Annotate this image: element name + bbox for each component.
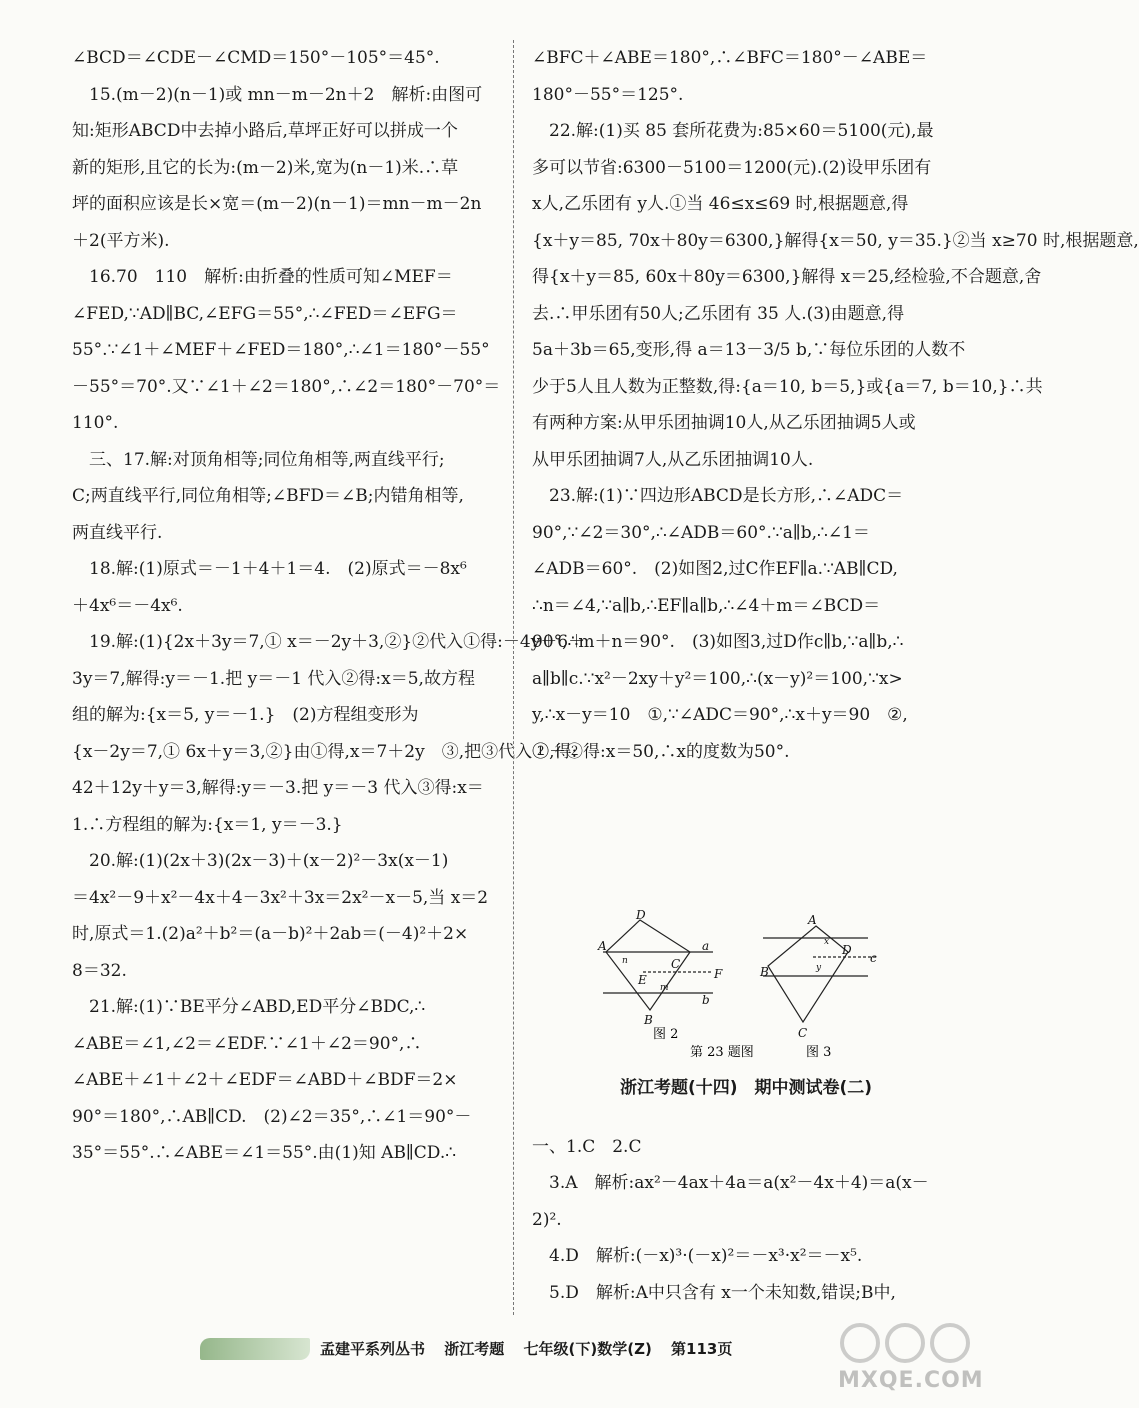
- text-line: 多可以节省:6300－5100＝1200(元).(2)设甲乐团有: [532, 157, 932, 178]
- label: A: [808, 913, 817, 927]
- text-line: 8＝32.: [72, 960, 127, 981]
- right-column: [532, 40, 1139, 1311]
- text-line: 3y＝7,解得:y＝－1.把 y＝－1 代入②得:x＝5,故方程: [72, 668, 475, 689]
- label: c: [870, 951, 877, 965]
- figure-3-caption: 图 3: [806, 1045, 832, 1060]
- text-line: 18.解:(1)原式＝－1＋4＋1＝4. (2)原式＝－8x⁶: [72, 559, 467, 579]
- text-line: 35°＝55°.∴∠ABE＝∠1＝55°.由(1)知 AB∥CD.∴: [72, 1143, 457, 1163]
- watermark: [830, 1318, 984, 1398]
- text-line: ∠BFC＋∠ABE＝180°,∴∠BFC＝180°－∠ABE＝: [532, 48, 928, 68]
- figure-2: [603, 920, 713, 1010]
- label: B: [644, 1013, 653, 1027]
- text-line: 16.70 110 解析:由折叠的性质可知∠MEF＝: [72, 267, 453, 287]
- label: m: [660, 983, 669, 993]
- text-line: a∥b∥c.∵x²－2xy＋y²＝100,∴(x－y)²＝100,∵x>: [532, 668, 903, 689]
- text-line: 得{x＋y＝85, 60x＋80y＝6300,}解得 x＝25,经检验,不合题意,舍: [532, 267, 1042, 287]
- label: x: [824, 937, 830, 947]
- text-line: y,∴x－y＝10 ①,∵∠ADC＝90°,∴x＋y＝90 ②,: [532, 705, 908, 725]
- page-number: 第113页: [671, 1340, 733, 1358]
- label: b: [702, 993, 710, 1007]
- text-line: 180°－55°＝125°.: [532, 84, 684, 105]
- text-line: ∠BCD＝∠CDE－∠CMD＝150°－105°＝45°.: [72, 48, 440, 68]
- text-line: 42＋12y＋y＝3,解得:y＝－3.把 y＝－3 代入③得:x＝: [72, 778, 484, 798]
- text-line: 3.A 解析:ax²－4ax＋4a＝a(x²－4x＋4)＝a(x－: [532, 1173, 929, 1193]
- text-line: 90°,∵∠2＝30°,∴∠ADB＝60°.∵a∥b,∴∠1＝: [532, 522, 870, 543]
- rectangle-abcd3: [768, 926, 848, 1022]
- watermark-logo-icon: [830, 1318, 980, 1368]
- figure-3: [763, 926, 878, 1022]
- text-line: －55°＝70°.又∵∠1＋∠2＝180°,∴∠2＝180°－70°＝: [72, 376, 501, 397]
- label: C: [671, 957, 681, 971]
- leaf-decoration-icon: [200, 1338, 310, 1360]
- text-line: 新的矩形,且它的长为:(m－2)米,宽为(n－1)米.∴草: [72, 157, 459, 178]
- text-line: 从甲乐团抽调7人,从乙乐团抽调10人.: [532, 449, 814, 470]
- text-line: ①＋②得:x＝50,∴x的度数为50°.: [532, 741, 790, 762]
- label: D: [636, 908, 646, 922]
- text-line: 一、1.C 2.C: [532, 1136, 642, 1157]
- series-name: 孟建平系列丛书: [320, 1340, 426, 1358]
- text-line: 110°.: [72, 413, 119, 433]
- text-line: ＝4x²－9＋x²－4x＋4－3x²＋3x＝2x²－x－5,当 x＝2: [72, 887, 489, 908]
- text-line: 时,原式＝1.(2)a²＋b²＝(a－b)²＋2ab＝(－4)²＋2×: [72, 924, 469, 944]
- text-line: 知:矩形ABCD中去掉小路后,草坪正好可以拼成一个: [72, 121, 458, 141]
- text-line: 90°＝180°,∴AB∥CD. (2)∠2＝35°,∴∠1＝90°－: [72, 1106, 472, 1127]
- text-line: 三、17.解:对顶角相等;同位角相等,两直线平行;: [72, 449, 445, 470]
- label: A: [598, 939, 607, 953]
- label: B: [760, 965, 769, 979]
- text-line: 组的解为:{x＝5, y＝－1.} (2)方程组变形为: [72, 705, 419, 725]
- text-line: 少于5人且人数为正整数,得:{a＝10, b＝5,}或{a＝7, b＝10,}∴共: [532, 376, 1043, 397]
- section-spacer: [532, 1107, 960, 1129]
- column-divider: [513, 40, 514, 1315]
- label: F: [714, 967, 723, 981]
- label: C: [798, 1026, 808, 1040]
- label: D: [842, 943, 852, 957]
- left-column: [72, 40, 586, 1172]
- q23-figure: [598, 910, 883, 1060]
- label: E: [638, 973, 647, 987]
- text-line: ∠ABE＝∠1,∠2＝∠EDF.∵∠1＋∠2＝90°,∴: [72, 1033, 422, 1054]
- text-line: 21.解:(1)∵BE平分∠ABD,ED平分∠BDC,∴: [72, 997, 426, 1017]
- text-line: ∠FED,∵AD∥BC,∠EFG＝55°,∴∠FED＝∠EFG＝: [72, 303, 458, 324]
- text-line: 20.解:(1)(2x＋3)(2x－3)＋(x－2)²－3x(x－1): [72, 851, 449, 871]
- text-line: ＋2(平方米).: [72, 230, 170, 251]
- text-line: 55°.∵∠1＋∠MEF＋∠FED＝180°,∴∠1＝180°－55°: [72, 340, 490, 360]
- text-line: ∠ADB＝60°. (2)如图2,过C作EF∥a.∵AB∥CD,: [532, 559, 898, 579]
- label: n: [622, 956, 628, 966]
- text-line: 坪的面积应该是长×宽＝(m－2)(n－1)＝mn－m－2n: [72, 194, 482, 214]
- text-line: {x－2y＝7,① 6x＋y＝3,②}由①得,x＝7＋2y ③,把③代入②,得:: [72, 741, 578, 762]
- text-line: ＋4x⁶＝－4x⁶.: [72, 595, 183, 616]
- text-line: 4.D 解析:(－x)³·(－x)²＝－x³·x²＝－x⁵.: [532, 1246, 863, 1266]
- text-line: 5a＋3b＝65,变形,得 a＝13－3/5 b,∵每位乐团的人数不: [532, 340, 966, 360]
- figure-2-caption: 图 2: [653, 1027, 679, 1042]
- text-line: 两直线平行.: [72, 522, 163, 543]
- text-line: 去.∴甲乐团有50人;乙乐团有 35 人.(3)由题意,得: [532, 303, 905, 324]
- text-line: 22.解:(1)买 85 套所花费为:85×60＝5100(元),最: [532, 121, 934, 141]
- text-line: 90°,∴m＋n＝90°. (3)如图3,过D作c∥b,∵a∥b,∴: [532, 632, 904, 652]
- book-name: 浙江考题: [444, 1340, 505, 1358]
- text-line: ∠ABE＋∠1＋∠2＋∠EDF＝∠ABD＋∠BDF＝2×: [72, 1070, 458, 1090]
- text-line: ∴n＝∠4,∵a∥b,∴EF∥a∥b,∴∠4＋m＝∠BCD＝: [532, 595, 881, 616]
- text-line: {x＋y＝85, 70x＋80y＝6300,}解得{x＝50, y＝35.}②当 x≥70 时,根据题意,: [532, 230, 1139, 251]
- text-line: 5.D 解析:A中只含有 x一个未知数,错误;B中,: [532, 1282, 896, 1303]
- text-line: 1.∴方程组的解为:{x＝1, y＝－3.}: [72, 814, 343, 835]
- text-line: 23.解:(1)∵四边形ABCD是长方形,∴∠ADC＝: [532, 486, 904, 506]
- text-line: 19.解:(1){2x＋3y＝7,① x＝－2y＋3,②}②代入①得:－4y＋6＋: [72, 632, 586, 652]
- text-line: 有两种方案:从甲乐团抽调10人,从乙乐团抽调5人或: [532, 413, 916, 433]
- figure-title: 第 23 题图: [690, 1045, 754, 1060]
- text-line: C;两直线平行,同位角相等;∠BFD＝∠B;内错角相等,: [72, 486, 464, 506]
- text-line: 2)².: [532, 1209, 562, 1230]
- text-line: x人,乙乐团有 y人.①当 46≤x≤69 时,根据题意,得: [532, 194, 909, 214]
- watermark-text: MXQE.COM: [838, 1368, 984, 1393]
- grade-subject: 七年级(下)数学(Z): [523, 1340, 652, 1358]
- text-line: 15.(m－2)(n－1)或 mn－m－2n＋2 解析:由图可: [72, 84, 483, 105]
- label: y: [816, 963, 822, 973]
- section-title: 浙江考题(十四) 期中测试卷(二): [619, 1078, 873, 1098]
- label: a: [702, 939, 710, 953]
- footer-text: [320, 1338, 746, 1359]
